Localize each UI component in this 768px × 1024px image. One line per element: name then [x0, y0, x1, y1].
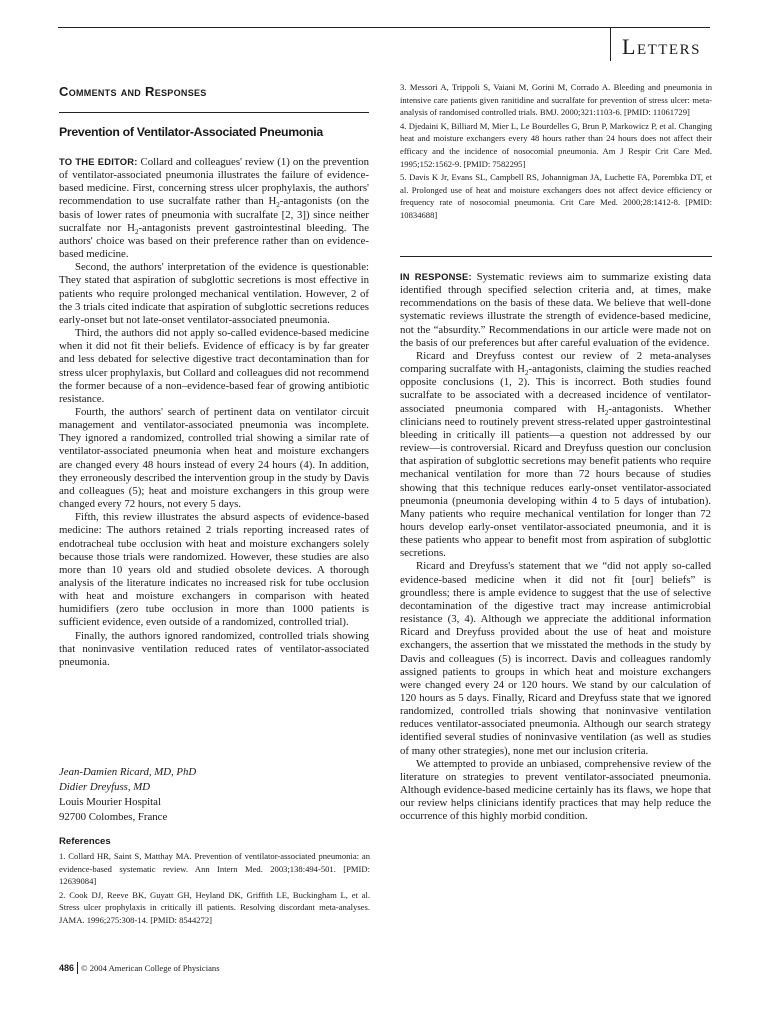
- header-divider: [610, 27, 611, 61]
- references-heading: References: [59, 836, 111, 847]
- section-heading: Comments and Responses: [59, 84, 207, 99]
- reference-item: 4. Djedaini K, Billiard M, Mier L, Le Bourdelles G, Brun P, Markowicz P, et al. Changing heat and moisture exchangers every 48 hours rather than 24 hours does not affect their efficacy and the incidence of nosocomial pneumonia. Am J Respir Crit Care Med. 1995;152:1562-9. [PMID: 7582295]: [400, 120, 712, 169]
- lead-text: Collard and colleagues' review (1) on the prevention of ventilator-associated pneumonia illustrates the failure of evidence-based medicine. First, concerning stress ulcer prophylaxis, the authors' recommendation to use sucralfate rather than H: [59, 156, 369, 208]
- references-rule: [400, 256, 712, 257]
- reference-item: 1. Collard HR, Saint S, Matthay MA. Prevention of ventilator-associated pneumonia: an evidence-based systematic review. Ann Intern Med. 2003;138:494-501. [PMID: 12639084]: [59, 851, 370, 887]
- footer-divider: [77, 962, 78, 974]
- response-text: -antagonists, claiming the studies reached opposite conclusions (1, 2). This is incorrect. Both studies found sucralfate to be associated with a decreased incidence of ventilator-associated pneumonia compared with H: [400, 363, 711, 415]
- heading-rule: [59, 112, 369, 113]
- response-lead-label: IN RESPONSE:: [400, 271, 472, 282]
- copyright: © 2004 American College of Physicians: [81, 963, 220, 973]
- reference-item: 5. Davis K Jr, Evans SL, Campbell RS, Johannigman JA, Luchette FA, Porembka DT, et al. Prolonged use of heat and moisture exchangers does not affect device efficiency or frequency rate of nosocomial pneumonia. Crit Care Med. 2000;28:1412-8. [PMID: 10834688]: [400, 172, 712, 220]
- address: 92700 Colombes, France: [59, 811, 168, 823]
- lead-label: TO THE EDITOR:: [59, 156, 138, 167]
- references-list: [59, 850, 370, 928]
- header-rule: [58, 27, 710, 28]
- section-label: Letters: [622, 34, 701, 59]
- response-lead-paragraph: [400, 270, 711, 350]
- page-footer: [59, 962, 220, 974]
- reference-item: 3. Messori A, Trippoli S, Vaiani M, Gorini M, Corrado A. Bleeding and pneumonia in intensive care patients given ranitidine and sucralfate for prevention of stress ulcer: meta-analysis of randomised controlled trials. BMJ. 2000;321:1103-6. [PMID: 11061729]: [400, 82, 712, 118]
- author-name: Didier Dreyfuss, MD: [59, 781, 151, 793]
- letter-paragraph: Fourth, the authors' search of pertinent data on ventilator circuit management and ventilator-associated pneumonia was incomplete. They ignored a randomized, controlled trial showing a similar rate of ventilator-associated pneumonia when heat and moisture exchangers are changed every 48 hours instead of every 24 hours (4). In addition, they erroneously described the intervention group in the study by Davis and colleagues (5); heat and moisture exchangers in this group were changed every 72 hours, not every 5 days.: [59, 405, 369, 511]
- reference-item: 2. Cook DJ, Reeve BK, Guyatt GH, Heyland DK, Griffith LE, Buckingham L, et al. Stress ulcer prophylaxis in critically ill patients. Resolving discordant meta-analyses. JAMA. 1996;275:308-14. [PMID: 8544272]: [59, 889, 370, 925]
- lead-text-2: -antagonists (on the basis of lower rates of pneumonia with sucralfate [2, 3]) since neither sucralfate nor H: [59, 195, 369, 234]
- lead-text-3: -antagonists prevent gastrointestinal bleeding. The authors' choice was based on their preference rather than on evidence-based medicine.: [59, 221, 369, 261]
- response-lead-text: Systematic reviews aim to summarize existing data identified through specified selection criteria and, at times, make recommendations on the basis of these data. We believe that well-done systematic reviews illustrate the strength of evidence-based medicine, not the “absurdity.” Recommendations in our article were made not on the basis of our preferences but after careful evaluation of the evidence.: [400, 271, 711, 349]
- response-paragraph: Ricard and Dreyfuss's statement that we “did not apply so-called evidence-based medicine when it did not fit [our] beliefs” is groundless; there is ample evidence to suggest that the use of selective decontamination of the digestive tract may increase antimicrobial resistance (3, 4). Although we appreciate the additional information Ricard and Dreyfuss provided about the use of heat and moisture exchangers, the assertion that we misstated the methods in the study by Davis and colleagues (5) is incorrect. Davis and colleagues randomly assigned patients to groups in which heat and moisture exchangers were changed every 24 or 120 hours. We stand by our calculation of 120 hours as 5 days. Finally, Ricard and Dreyfuss state that we ignored randomized, controlled trials showing that noninvasive ventilation reduces ventilator-associated pneumonia. Although our search strategy identified several studies of noninvasive ventilation (as well as studies of many other strategies), none met our inclusion criteria.: [400, 560, 711, 757]
- letter-paragraph: Second, the authors' interpretation of the evidence is questionable: They stated that aspiration of subglottic secretions is most effective in patients who require prolonged mechanical ventilation. However, 2 of the 3 trials cited indicate that aspiration of subglottic secretions reduces early-onset but not late-onset ventilator-associated pneumonia.: [59, 261, 369, 326]
- page-number: 486: [59, 963, 75, 973]
- response-paragraph: We attempted to provide an unbiased, comprehensive review of the literature on strategies to prevent ventilator-associated pneumonia. Although evidence-based medicine certainly has its flaws, we hope that our review helps clinicians identify practices that may help reduce the occurrence of this highly morbid condition.: [400, 757, 711, 823]
- institution: Louis Mourier Hospital: [59, 796, 161, 808]
- response-text: -antagonists. Whether clinicians need to routinely prevent stress-related upper gastrointestinal bleeding in critically ill patients—a question not addressed by our review—is controversial. Ricard and Dreyfuss question our conclusion that aspiration of subglottic secretions may benefit patients who require mechanical ventilation for more than 72 hours because of studies showing that this technique reduces early-onset ventilator-associated pneumonia (pneumonia developing within 4 to 5 days of intubation). Many patients who require mechanical ventilation for longer than 72 hours develop early-onset ventilator-associated pneumonia, and it is these patients who appear to benefit most from aspiration of subglottic secretions.: [400, 402, 712, 560]
- signature-block: [59, 765, 369, 825]
- subscript: 2: [604, 408, 609, 417]
- subscript: 2: [524, 369, 529, 378]
- article-title: Prevention of Ventilator-Associated Pneumonia: [59, 125, 323, 139]
- response-paragraph: [400, 350, 711, 561]
- response-text: Ricard and Dreyfuss contest our review of 2 meta-analyses comparing sucralfate with H: [400, 349, 711, 376]
- letter-paragraph: Fifth, this review illustrates the absurd aspects of evidence-based medicine: The authors retained 2 trials reporting increased rates of endotracheal tube occlusion with heat and moisture exchangers solely because those trials were randomized. However, these studies are also more than 10 years old and studied obsolete devices. A thorough analysis of the literature indicates no increased risk for tube occlusion with heat and moisture exchangers in comparison with heated humidifiers (zero tube occlusion in more than 1000 patients is sufficient evidence, even outside of a randomized, controlled trial).: [59, 511, 369, 629]
- letter-paragraph: Finally, the authors ignored randomized, controlled trials showing that noninvasive ventilation reduced rates of ventilator-associated pneumonia.: [59, 629, 369, 668]
- author-name: Jean-Damien Ricard, MD, PhD: [59, 766, 197, 778]
- response-body: [400, 270, 711, 824]
- references-list-continued: [400, 81, 712, 223]
- letter-paragraph: Third, the authors did not apply so-called evidence-based medicine when it did not fit their beliefs. Evidence of efficacy is by far greater and less debated for selective digestive tract decontamination than for stress ulcer prophylaxis, but Collard and colleagues did not recommend the former because of a non–evidence-based fear of growing antibiotic resistance.: [59, 327, 369, 405]
- subscript: 2: [276, 201, 280, 210]
- letter-body: [59, 155, 369, 669]
- subscript: 2: [134, 227, 139, 236]
- letter-lead-paragraph: [59, 155, 369, 261]
